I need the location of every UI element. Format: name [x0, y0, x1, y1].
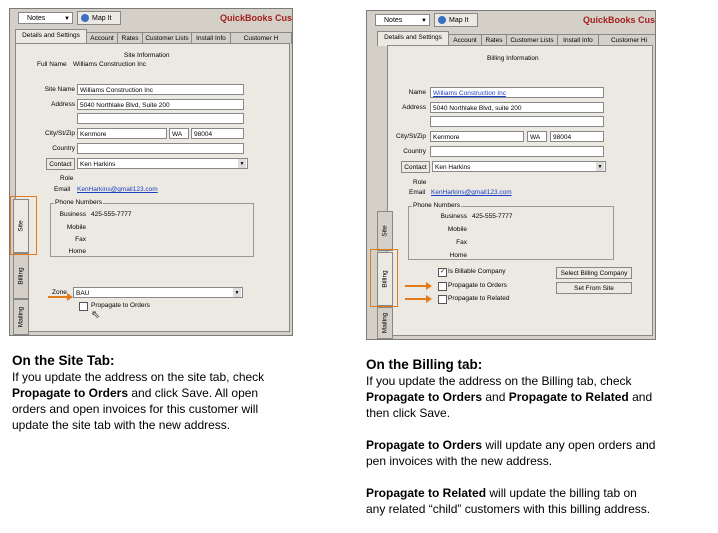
tab-rates[interactable]: Rates [117, 32, 143, 44]
section-title: Billing Information [487, 55, 539, 62]
billing-caption-heading: On the Billing tab: [366, 357, 483, 372]
billing-caption-para1 [366, 373, 711, 421]
globe-icon [438, 16, 446, 24]
billing-caption-line2: then click Save. [366, 406, 451, 420]
fax-label: Fax [75, 236, 86, 243]
country-field[interactable] [430, 146, 604, 157]
site-caption [12, 352, 332, 433]
propagate-orders-label: Propagate to Orders [448, 282, 507, 289]
arrow-propagate-orders-icon [48, 296, 68, 298]
tab-customer-lists[interactable]: Customer Lists [142, 32, 192, 44]
site-caption-line2-text: and click Save. All open [128, 386, 259, 400]
business-label: Business [440, 213, 467, 220]
site-caption-heading: On the Site Tab: [12, 353, 115, 368]
site-form [15, 43, 290, 332]
toolbar [10, 9, 292, 29]
map-it-label: Map It [449, 17, 469, 24]
country-label: Country [52, 145, 75, 152]
app-title: QuickBooks Cus [582, 15, 655, 25]
tab-customer-lists[interactable]: Customer Lists [506, 34, 558, 46]
full-name-label: Full Name [37, 61, 67, 68]
arrow-propagate-related-icon [405, 298, 427, 300]
business-label: Business [59, 211, 86, 218]
city-field[interactable]: Kenmore [77, 128, 167, 139]
billable-company-checkbox[interactable]: ✓ [439, 269, 446, 275]
tab-customer-history[interactable]: Customer H [230, 32, 292, 44]
propagate-orders-checkbox[interactable] [79, 302, 88, 311]
side-tab-billing[interactable] [13, 253, 29, 299]
side-tab-site-label: Site [17, 220, 25, 232]
chevron-down-icon: ▼ [234, 290, 240, 296]
notes-dropdown[interactable] [18, 12, 73, 24]
billing-caption-p2-bold: Propagate to Orders [366, 438, 483, 452]
address-label: Address [51, 101, 75, 108]
site-caption-line3: orders and open invoices for this customer will [12, 402, 259, 416]
tab-customer-history[interactable]: Customer Hi [598, 34, 656, 46]
chevron-down-icon: ▼ [597, 164, 603, 170]
notes-label: Notes [27, 15, 46, 22]
toolbar [367, 11, 655, 31]
section-title: Site Information [124, 52, 170, 59]
business-phone: 425-555-7777 [91, 211, 132, 218]
full-name-value: Williams Construction Inc [73, 61, 146, 68]
side-tab-mailing[interactable] [377, 307, 393, 339]
address-line1-field[interactable]: 5040 Northlake Blvd, suite 200 [430, 102, 604, 113]
business-phone: 425-555-7777 [472, 213, 513, 220]
billing-caption-p2-line2: pen invoices with the new address. [366, 454, 553, 468]
tab-details-settings[interactable]: Details and Settings [377, 31, 449, 46]
set-from-site-button[interactable]: Set From Site [556, 282, 632, 294]
select-billing-company-button[interactable]: Select Billing Company [556, 267, 632, 279]
billing-caption-para2 [366, 437, 711, 469]
tab-install-info[interactable]: Install Info [557, 34, 599, 46]
home-label: Home [449, 252, 467, 259]
tab-bar [372, 31, 655, 45]
chevron-down-icon: ▼ [421, 18, 427, 24]
propagate-orders-checkbox[interactable] [438, 282, 447, 291]
side-tab-billing-label: Billing [17, 267, 25, 285]
billing-caption-mid1: and [482, 390, 509, 404]
billing-caption-p3-line2: any related “child” customers with this billing address. [366, 502, 651, 516]
name-label: Name [408, 89, 426, 96]
side-tab-mailing-label: Mailing [17, 306, 25, 328]
side-tab-site-label: Site [381, 225, 389, 237]
side-tab-site[interactable] [377, 211, 393, 251]
propagate-orders-label: Propagate to Orders [91, 302, 150, 309]
site-name-label: Site Name [44, 86, 75, 93]
billing-tab-highlight [370, 249, 398, 307]
billable-company-label: Is Billable Company [448, 268, 506, 275]
email-label: Email [54, 186, 71, 193]
billing-caption-p3-text: will update the billing tab on [486, 486, 637, 500]
site-caption-line4: update the site tab with the new address. [12, 418, 231, 432]
state-field[interactable]: WA [527, 131, 547, 142]
side-tab-billing-label: Billing [381, 270, 389, 288]
mouse-cursor-icon: ⇖ [91, 309, 101, 321]
role-label: Role [413, 179, 427, 186]
address-label: Address [402, 104, 426, 111]
address-line1-field[interactable]: 5040 Northlake Blvd, Suite 200 [77, 99, 244, 110]
zip-field[interactable]: 98004 [191, 128, 244, 139]
billing-caption-mid2: and [628, 390, 653, 404]
contact-button[interactable]: Contact [46, 158, 75, 170]
tab-rates[interactable]: Rates [481, 34, 507, 46]
billing-caption-bold1: Propagate to Orders [366, 390, 483, 404]
contact-value: Ken Harkins [80, 161, 116, 168]
arrow-propagate-orders-icon [405, 285, 427, 287]
address-line2-field[interactable] [430, 116, 604, 127]
phone-numbers-group [50, 199, 254, 257]
address-line2-field[interactable] [77, 113, 244, 124]
site-caption-line2 [12, 385, 332, 401]
name-field[interactable]: Williams Construction Inc [430, 87, 604, 98]
state-field[interactable]: WA [169, 128, 189, 139]
city-st-zip-label: City/St/Zip [396, 133, 426, 140]
mobile-label: Mobile [447, 226, 467, 233]
zone-value: BAU [76, 290, 90, 297]
billing-tab-screenshot [366, 10, 656, 340]
tab-details-settings[interactable]: Details and Settings [15, 29, 87, 44]
billing-caption-line1: If you update the address on the Billing tab, check [366, 374, 632, 388]
site-name-field[interactable]: Williams Construction Inc [77, 84, 244, 95]
site-tab-screenshot [9, 8, 293, 336]
propagate-related-checkbox[interactable] [438, 295, 447, 304]
side-tab-mailing[interactable] [13, 299, 29, 335]
map-it-label: Map It [92, 15, 112, 22]
chevron-down-icon: ▼ [64, 16, 70, 22]
billing-caption-p2-text: will update any open orders and [482, 438, 656, 452]
notes-label: Notes [384, 17, 403, 24]
email-link[interactable]: KenHarkins@gmail123.com [431, 189, 512, 196]
tab-install-info[interactable]: Install Info [191, 32, 231, 44]
city-st-zip-label: City/St/Zip [45, 130, 75, 137]
tab-bar [15, 29, 292, 43]
contact-value: Ken Harkins [435, 164, 471, 171]
site-tab-highlight [10, 196, 37, 255]
fax-label: Fax [456, 239, 467, 246]
role-label: Role [60, 175, 74, 182]
app-title: QuickBooks Cus [219, 13, 292, 23]
propagate-related-label: Propagate to Related [448, 295, 510, 302]
contact-select[interactable] [77, 158, 248, 169]
notes-dropdown[interactable] [375, 14, 430, 26]
tab-account[interactable]: Account [86, 32, 118, 44]
zone-select[interactable] [73, 287, 243, 298]
zone-label: Zone [52, 289, 67, 296]
billing-caption-p3-bold: Propagate to Related [366, 486, 487, 500]
email-label: Email [409, 189, 426, 196]
map-it-button[interactable] [434, 13, 478, 27]
side-tab-mailing-label: Mailing [381, 312, 389, 334]
contact-button[interactable]: Contact [401, 161, 430, 173]
billing-caption-para3 [366, 485, 711, 517]
globe-icon [81, 14, 89, 22]
zip-field[interactable]: 98004 [550, 131, 604, 142]
country-field[interactable] [77, 143, 244, 154]
phone-numbers-group [408, 202, 614, 260]
tab-account[interactable]: Account [448, 34, 482, 46]
site-caption-line1: If you update the address on the site tab, check [12, 370, 265, 384]
map-it-button[interactable] [77, 11, 121, 25]
email-link[interactable]: KenHarkins@gmail123.com [77, 186, 158, 193]
billing-caption-bold2: Propagate to Related [508, 390, 629, 404]
billing-caption [366, 356, 711, 533]
contact-select[interactable] [432, 161, 606, 172]
site-caption-bold: Propagate to Orders [12, 386, 129, 400]
phone-numbers-title: Phone Numbers [55, 199, 102, 206]
country-label: Country [403, 148, 426, 155]
city-field[interactable]: Kenmore [430, 131, 524, 142]
mobile-label: Mobile [66, 224, 86, 231]
home-label: Home [68, 248, 86, 255]
billing-form [387, 45, 653, 336]
phone-numbers-title: Phone Numbers [413, 202, 460, 209]
chevron-down-icon: ▼ [239, 161, 245, 167]
